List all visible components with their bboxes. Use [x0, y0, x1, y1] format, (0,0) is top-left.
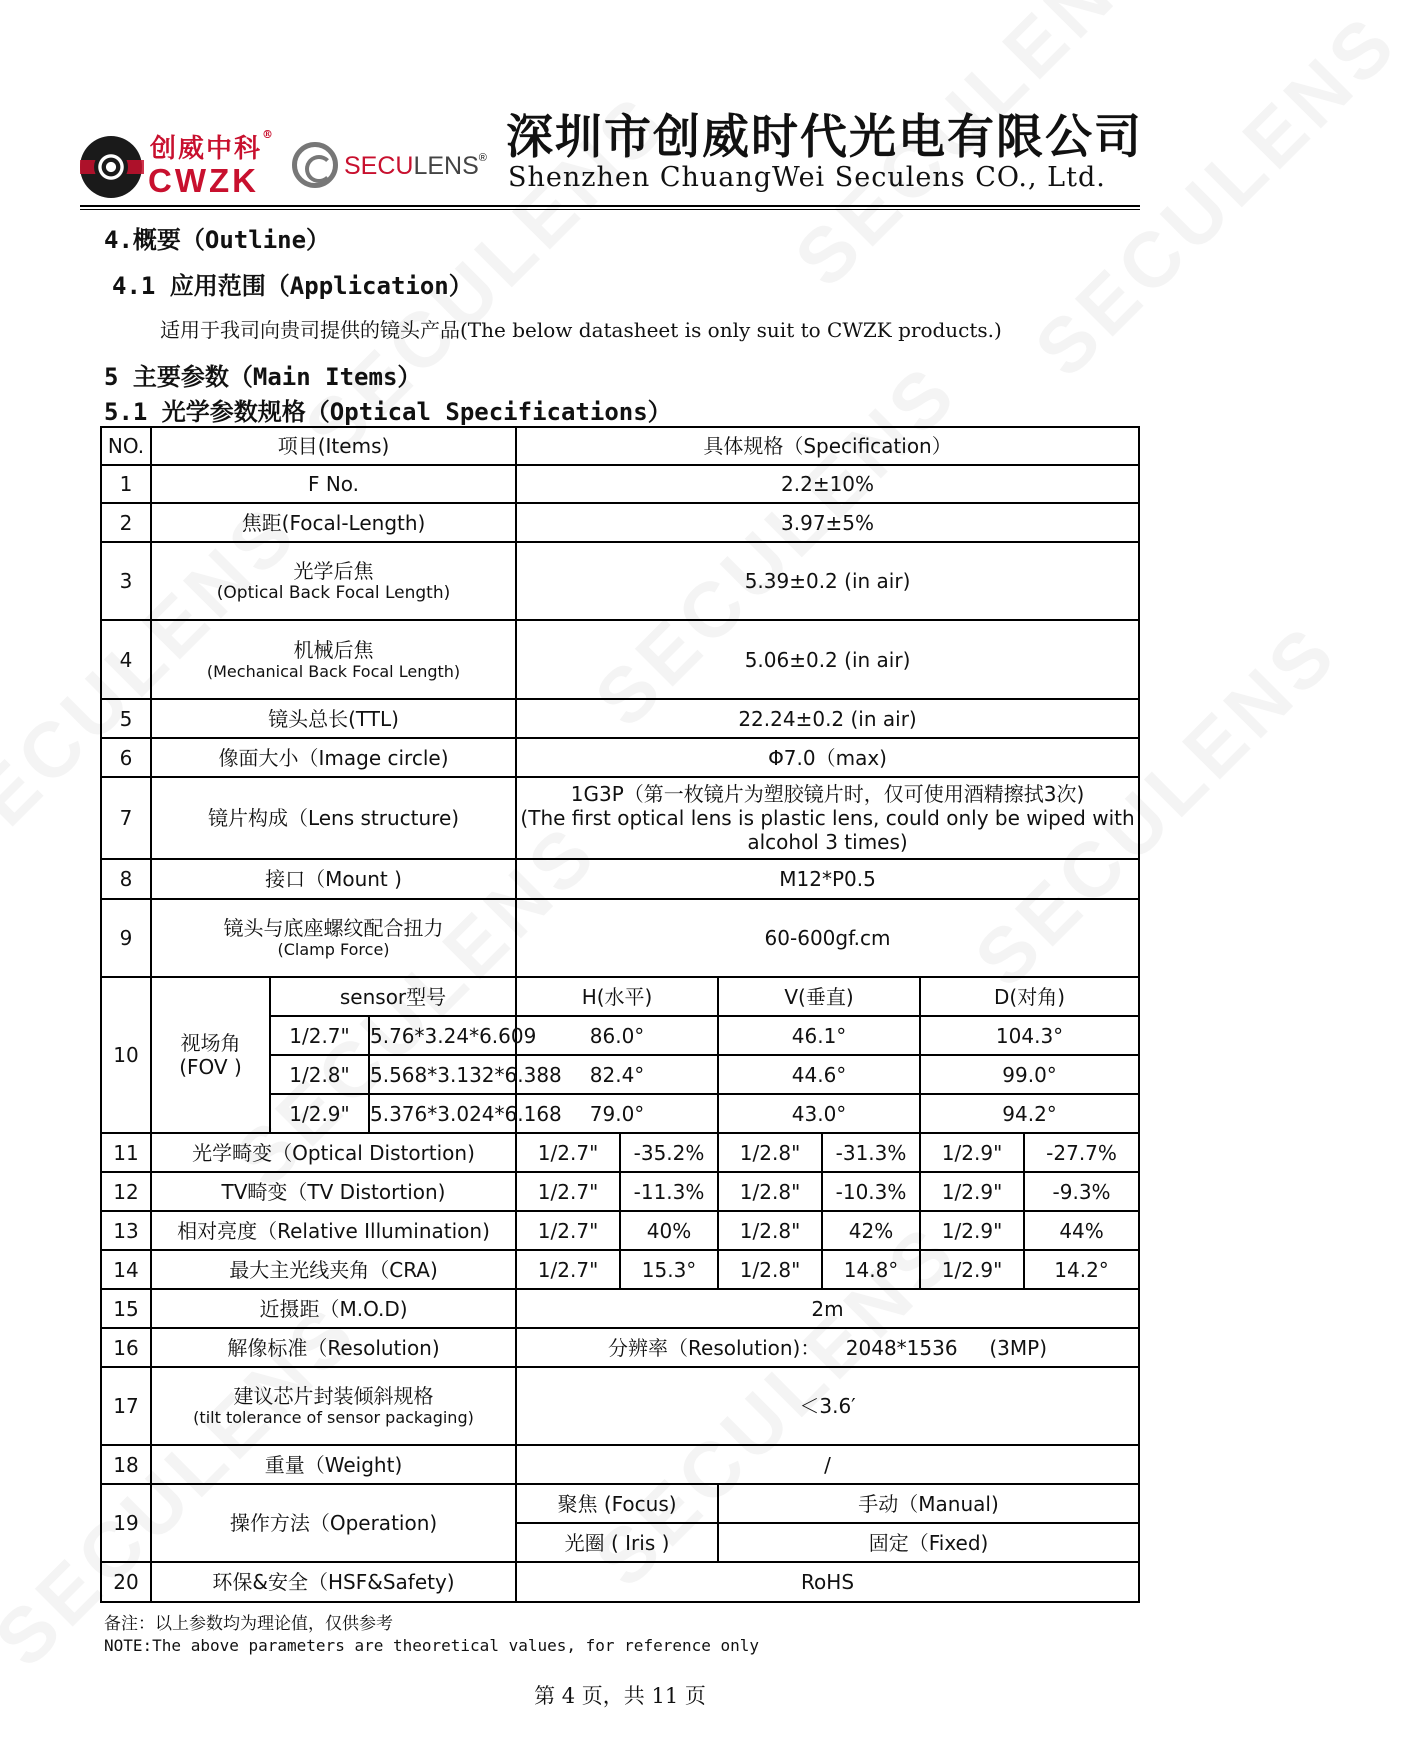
- fov-h: 79.0°: [516, 1094, 718, 1133]
- spec-cell: 2.2±10%: [516, 465, 1139, 503]
- page-number: 第 4 页，共 11 页: [534, 1684, 706, 1708]
- table-row: [101, 699, 1139, 738]
- item-en: (Clamp Force): [277, 940, 390, 960]
- item-cn: 建议芯片封装倾斜规格: [233, 1384, 434, 1409]
- item-cell: F No.: [151, 465, 516, 503]
- sensor-dim: 5.376*3.024*6.168: [369, 1094, 516, 1133]
- table-row: [101, 977, 1139, 1016]
- value-cell: 44%: [1024, 1211, 1139, 1250]
- item-cell: [151, 620, 516, 699]
- value-cell: -9.3%: [1024, 1172, 1139, 1211]
- item-cn: 光学后焦: [293, 558, 374, 583]
- row-no: 17: [101, 1367, 151, 1445]
- item-cell: 重量（Weight): [151, 1445, 516, 1484]
- value-cell: -31.3%: [822, 1133, 920, 1172]
- table-row: [101, 1445, 1139, 1484]
- row-no: 13: [101, 1211, 151, 1250]
- spec-cell: RoHS: [516, 1562, 1139, 1602]
- table-row: [101, 899, 1139, 977]
- header-spec: 具体规格（Specification）: [516, 427, 1139, 465]
- item-cell: 接口（Mount ): [151, 859, 516, 899]
- sensor-size: 1/2.7": [516, 1211, 620, 1250]
- table-row: [101, 542, 1139, 620]
- table-row: [101, 1289, 1139, 1328]
- sensor-size: 1/2.8": [718, 1211, 822, 1250]
- iris-value: 固定（Fixed): [718, 1523, 1139, 1562]
- table-row: [101, 1172, 1139, 1211]
- sensor-size: 1/2.9": [920, 1133, 1024, 1172]
- item-cell: [151, 542, 516, 620]
- d-header: D(对角): [920, 977, 1139, 1016]
- item-en: (Optical Back Focal Length): [216, 582, 451, 603]
- focus-value: 手动（Manual): [718, 1484, 1139, 1523]
- fov-v: 44.6°: [718, 1055, 920, 1094]
- row-no: 16: [101, 1328, 151, 1367]
- fov-label-en: (FOV ): [179, 1055, 242, 1079]
- section-4-1-heading: 4.1 应用范围（Application）: [112, 272, 473, 300]
- value-cell: 14.2°: [1024, 1250, 1139, 1289]
- item-cell: 像面大小（Image circle): [151, 738, 516, 777]
- sensor-size: 1/2.7": [516, 1172, 620, 1211]
- item-cn: 机械后焦: [293, 637, 374, 662]
- fov-v: 46.1°: [718, 1016, 920, 1055]
- table-row: [101, 1211, 1139, 1250]
- row-no: 3: [101, 542, 151, 620]
- page-header: [80, 100, 1143, 208]
- value-cell: -11.3%: [620, 1172, 718, 1211]
- table-row: [101, 777, 1139, 859]
- sensor-size: 1/2.9": [920, 1211, 1024, 1250]
- section-4-heading: 4.概要（Outline）: [104, 226, 331, 254]
- item-cell: 焦距(Focal-Length): [151, 503, 516, 542]
- item-cell: 最大主光线夹角（CRA): [151, 1250, 516, 1289]
- item-cell: [151, 899, 516, 977]
- fov-d: 104.3°: [920, 1016, 1139, 1055]
- table-row: [101, 1562, 1139, 1602]
- fov-d: 94.2°: [920, 1094, 1139, 1133]
- sensor-dim: 5.76*3.24*6.609: [369, 1016, 516, 1055]
- seculens-text: SECULENS®: [344, 152, 487, 180]
- table-row: [101, 1250, 1139, 1289]
- spec-cell: M12*P0.5: [516, 859, 1139, 899]
- item-cn: 镜头与底座螺纹配合扭力: [223, 916, 444, 941]
- spec-line: 1G3P（第一枚镜片为塑胶镜片时，仅可使用酒精擦拭3次): [570, 782, 1085, 806]
- row-no: 5: [101, 699, 151, 738]
- sensor-size: 1/2.9": [920, 1172, 1024, 1211]
- sensor-size: 1/2.9": [270, 1094, 369, 1133]
- spec-cell: 5.06±0.2 (in air): [516, 620, 1139, 699]
- value-cell: 42%: [822, 1211, 920, 1250]
- spec-cell: 分辨率（Resolution)： 2048*1536 (3MP): [516, 1328, 1139, 1367]
- item-cell: 镜片构成（Lens structure): [151, 777, 516, 859]
- sensor-size: 1/2.8": [718, 1250, 822, 1289]
- spec-line: (The first optical lens is plastic lens, could only be wiped with: [520, 806, 1135, 830]
- value-cell: -27.7%: [1024, 1133, 1139, 1172]
- fov-label: [151, 977, 270, 1133]
- cwzk-logo: [80, 128, 280, 198]
- sensor-size: 1/2.8": [270, 1055, 369, 1094]
- row-no: 2: [101, 503, 151, 542]
- value-cell: -35.2%: [620, 1133, 718, 1172]
- row-no: 1: [101, 465, 151, 503]
- v-header: V(垂直): [718, 977, 920, 1016]
- row-no: 19: [101, 1484, 151, 1562]
- row-no: 11: [101, 1133, 151, 1172]
- spec-cell: Φ7.0（max): [516, 738, 1139, 777]
- sensor-size: 1/2.7": [516, 1133, 620, 1172]
- table-row: [101, 1328, 1139, 1367]
- spec-cell: [516, 777, 1139, 859]
- row-no: 7: [101, 777, 151, 859]
- item-cell: 近摄距（M.O.D): [151, 1289, 516, 1328]
- spec-line: alcohol 3 times): [747, 830, 908, 854]
- seculens-logo: [292, 142, 502, 192]
- spec-cell: 60-600gf.cm: [516, 899, 1139, 977]
- value-cell: 40%: [620, 1211, 718, 1250]
- row-no: 14: [101, 1250, 151, 1289]
- company-name-en: Shenzhen ChuangWei Seculens CO., Ltd.: [508, 162, 1106, 193]
- note-cn: 备注：以上参数均为理论值，仅供参考: [104, 1614, 393, 1634]
- sensor-size: 1/2.9": [920, 1250, 1024, 1289]
- fov-d: 99.0°: [920, 1055, 1139, 1094]
- fov-h: 86.0°: [516, 1016, 718, 1055]
- item-en: (tilt tolerance of sensor packaging): [193, 1408, 474, 1428]
- spec-cell: 3.97±5%: [516, 503, 1139, 542]
- optical-spec-table: [100, 426, 1140, 1603]
- header-no: NO.: [101, 427, 151, 465]
- fov-label-cn: 视场角: [180, 1031, 241, 1055]
- table-row: [101, 620, 1139, 699]
- table-row: [101, 859, 1139, 899]
- fov-v: 43.0°: [718, 1094, 920, 1133]
- value-cell: 14.8°: [822, 1250, 920, 1289]
- row-no: 10: [101, 977, 151, 1133]
- company-name-cn: 深圳市创威时代光电有限公司: [506, 110, 1143, 165]
- item-cell: TV畸变（TV Distortion): [151, 1172, 516, 1211]
- sensor-dim: 5.568*3.132*6.388: [369, 1055, 516, 1094]
- note-en: NOTE:The above parameters are theoretical values, for reference only: [104, 1636, 760, 1655]
- spec-cell: 22.24±0.2 (in air): [516, 699, 1139, 738]
- table-header-row: [101, 427, 1139, 465]
- value-cell: 15.3°: [620, 1250, 718, 1289]
- value-cell: -10.3%: [822, 1172, 920, 1211]
- spec-cell: 5.39±0.2 (in air): [516, 542, 1139, 620]
- fov-h: 82.4°: [516, 1055, 718, 1094]
- row-no: 20: [101, 1562, 151, 1602]
- item-cell: 解像标准（Resolution): [151, 1328, 516, 1367]
- item-cell: 相对亮度（Relative Illumination): [151, 1211, 516, 1250]
- sensor-size: 1/2.8": [718, 1133, 822, 1172]
- spec-cell: 2m: [516, 1289, 1139, 1328]
- h-header: H(水平): [516, 977, 718, 1016]
- spec-cell: /: [516, 1445, 1139, 1484]
- section-5-1-heading: 5.1 光学参数规格（Optical Specifications）: [104, 398, 672, 426]
- table-row: [101, 503, 1139, 542]
- logo-cn-text: 创威中科®: [150, 128, 276, 164]
- table-row: [101, 1484, 1139, 1523]
- row-no: 15: [101, 1289, 151, 1328]
- table-row: [101, 1133, 1139, 1172]
- row-no: 9: [101, 899, 151, 977]
- header-items: 项目(Items): [151, 427, 516, 465]
- table-row: [101, 465, 1139, 503]
- sensor-size: 1/2.8": [718, 1172, 822, 1211]
- row-no: 18: [101, 1445, 151, 1484]
- header-rule: [80, 205, 1140, 207]
- focus-label: 聚焦 (Focus): [516, 1484, 718, 1523]
- item-cell: [151, 1367, 516, 1445]
- application-text: 适用于我司向贵司提供的镜头产品(The below datasheet is only suit to CWZK products.): [160, 318, 1002, 342]
- item-cell: 环保&安全（HSF&Safety): [151, 1562, 516, 1602]
- header-rule: [80, 209, 1140, 210]
- item-en: (Mechanical Back Focal Length): [206, 661, 461, 681]
- table-row: [101, 738, 1139, 777]
- lens-disc-icon: [80, 136, 142, 198]
- iris-label: 光圈 ( Iris ): [516, 1523, 718, 1562]
- row-no: 6: [101, 738, 151, 777]
- item-cell: 光学畸变（Optical Distortion): [151, 1133, 516, 1172]
- row-no: 12: [101, 1172, 151, 1211]
- sensor-size: 1/2.7": [516, 1250, 620, 1289]
- row-no: 4: [101, 620, 151, 699]
- section-5-heading: 5 主要参数（Main Items）: [104, 363, 422, 391]
- sensor-header: sensor型号: [270, 977, 516, 1016]
- table-row: [101, 1367, 1139, 1445]
- swirl-icon: [292, 142, 338, 188]
- logo-en-text: CWZK: [148, 162, 259, 199]
- row-no: 8: [101, 859, 151, 899]
- item-cell: 镜头总长(TTL): [151, 699, 516, 738]
- item-cell: 操作方法（Operation): [151, 1484, 516, 1562]
- sensor-size: 1/2.7": [270, 1016, 369, 1055]
- spec-cell: ＜3.6′: [516, 1367, 1139, 1445]
